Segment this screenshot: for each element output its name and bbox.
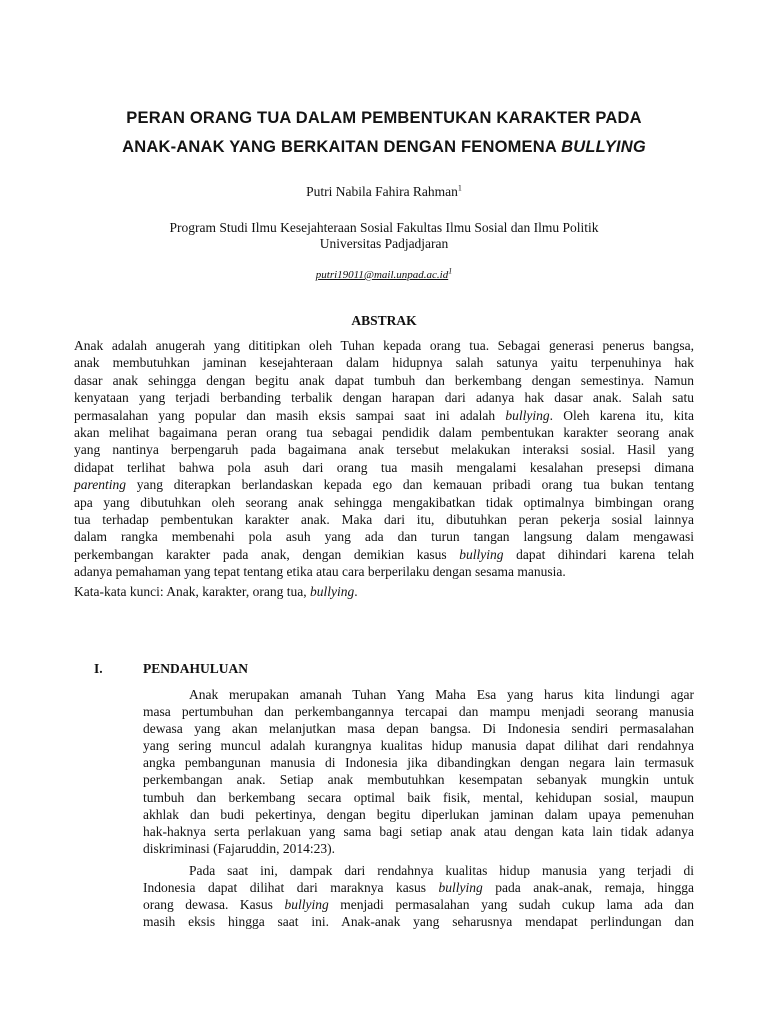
paragraph-line xyxy=(143,862,694,879)
paragraph-line xyxy=(143,823,694,840)
paper-title xyxy=(40,104,728,162)
keywords-text: Kata-kata kunci: Anak, karakter, orang tua, xyxy=(74,584,310,599)
abstract-line-text: adanya pemahaman yang tepat tentang etika atau cara berperilaku dengan sesama manusia. xyxy=(74,564,566,580)
paragraph-line xyxy=(143,703,694,720)
abstract-line-text: Anak adalah anugerah yang dititipkan oleh Tuhan kepada orang tua. Sebagai generasi penerus bangsa, xyxy=(74,338,694,353)
section-title: PENDAHULUAN xyxy=(143,661,249,676)
abstract-line xyxy=(74,372,694,389)
section-number: I. xyxy=(94,661,103,676)
title-line-2-text: ANAK-ANAK YANG BERKAITAN DENGAN FENOMENA xyxy=(122,138,562,156)
author-name xyxy=(0,183,768,200)
paragraph-line xyxy=(143,686,694,703)
abstract-line-text: apa yang dibutuhkan oleh seorang anak sehingga mengakibatkan tidak optimalnya bimbingan orang xyxy=(74,494,694,510)
abstract-line-italic: bullying xyxy=(505,407,550,423)
abstract-line xyxy=(74,389,694,406)
paragraph-line-text: Indonesia dapat dilihat dari maraknya kasus xyxy=(143,880,439,896)
keywords-italic: bullying xyxy=(310,584,355,599)
abstract-line-italic: bullying xyxy=(459,546,504,562)
author-superscript: 1 xyxy=(457,183,462,193)
email-link[interactable]: putri19011@mail.unpad.ac.id xyxy=(315,269,449,281)
paragraph-line-text: akhlak dan budi pekertinya, dengan begitu diperlukan jaminan dalam upaya pemenuhan xyxy=(143,806,694,822)
abstract-line-text: dapat dihindari karena telah xyxy=(503,546,694,562)
author-email[interactable] xyxy=(0,266,768,281)
abstract-line xyxy=(74,424,694,441)
paragraph-line xyxy=(143,879,694,896)
paragraph-line-text: tumbuh dan berkembang secara optimal baik fisik, mental, kehidupan sosial, maupun xyxy=(143,789,694,805)
paragraph-line-text: Pada saat ini, dampak dari rendahnya kualitas hidup manusia yang terjadi di xyxy=(189,863,694,878)
author-affiliation xyxy=(60,220,708,252)
paragraph-line-text: masih eksis hingga saat ini. Anak-anak yang seharusnya mendapat perlindungan dan xyxy=(143,914,694,930)
abstract-line-text: dasar anak sehingga dengan begitu anak dapat tumbuh dan berkembang dengan semestinya. Namun xyxy=(74,372,694,388)
paragraph-line-text: perkembangan anak. Setiap anak membutuhkan kesempatan sebanyak mungkin untuk xyxy=(143,772,694,788)
title-line-2 xyxy=(40,133,728,162)
affiliation-line-1: Program Studi Ilmu Kesejahteraan Sosial Fakultas Ilmu Sosial dan Ilmu Politik xyxy=(169,220,599,235)
intro-paragraph-2 xyxy=(143,862,694,930)
abstract-line xyxy=(74,546,694,563)
abstract-line xyxy=(74,337,694,354)
paragraph-line-text: dewasa yang akan melanjutkan masa depan bangsa. Di Indonesia sendiri permasalahan xyxy=(143,721,694,737)
abstract-line-text: anak membutuhkan jaminan kesejahteraan dalam hidupnya salah satunya yaitu terpenuhinya hak xyxy=(74,355,694,371)
title-line-2-italic: BULLYING xyxy=(561,138,646,156)
abstract-line xyxy=(74,407,694,424)
paragraph-line-text: pada anak-anak, remaja, hingga xyxy=(482,880,694,896)
abstract-body xyxy=(74,337,694,581)
paragraph-line xyxy=(143,840,694,857)
paragraph-line-text: hak-haknya serta perlakuan yang sama bagi setiap anak atau dengan kata lain tidak adanya xyxy=(143,823,694,839)
abstract-line xyxy=(74,476,694,493)
affiliation-line-2: Universitas Padjadjaran xyxy=(319,236,449,251)
paragraph-line xyxy=(143,754,694,771)
abstract-line xyxy=(74,441,694,458)
title-line-1: PERAN ORANG TUA DALAM PEMBENTUKAN KARAKTER PADA xyxy=(126,109,642,127)
paragraph-line-text: yang sering muncul adalah kurangnya kualitas hidup manusia dapat dilihat dari rendahnya xyxy=(143,738,694,754)
paragraph-line xyxy=(143,771,694,788)
abstract-line-text: yang diterapkan berlandaskan kepada ego dan kemauan pribadi orang tua bukan tentang xyxy=(126,477,694,493)
abstract-line xyxy=(74,494,694,511)
abstract-line xyxy=(74,511,694,528)
paragraph-line-text: Anak merupakan amanah Tuhan Yang Maha Esa yang harus kita lindungi agar xyxy=(189,687,694,702)
abstract-line-text: dalam rangka membenahi pola asuh yang ada dan turun tangan langsung dalam mengawasi xyxy=(74,529,694,545)
paragraph-line-text: orang dewasa. Kasus xyxy=(143,897,285,913)
paragraph-line xyxy=(143,806,694,823)
abstract-line-text: . Oleh karena itu, kita xyxy=(549,407,694,423)
abstract-line xyxy=(74,459,694,476)
abstract-line-text: yang nantinya berpengaruh pada bagaimana anak tersebut melakukan interaksi sosial. Hasil yang xyxy=(74,442,694,458)
paragraph-line xyxy=(143,913,694,930)
paragraph-line-italic: bullying xyxy=(438,880,483,896)
paragraph-line xyxy=(143,737,694,754)
abstract-line xyxy=(74,563,694,580)
paragraph-line-text: masa pertumbuhan dan perkembangannya tercapai dan mampu menjadi seorang manusia xyxy=(143,704,694,720)
paragraph-line-text: diskriminasi (Fajaruddin, 2014:23). xyxy=(143,840,335,856)
email-superscript: 1 xyxy=(448,266,453,276)
abstract-line xyxy=(74,354,694,371)
abstract-line-italic: parenting xyxy=(74,477,126,493)
paragraph-line xyxy=(143,789,694,806)
intro-paragraph-1 xyxy=(143,686,694,857)
paragraph-line xyxy=(143,896,694,913)
abstract-line-text: tua terhadap pembentukan karakter anak. Maka dari itu, dibutuhkan peran pekerja sosial lainnya xyxy=(74,512,694,528)
paragraph-line-text: angka pembangunan manusia di Indonesia jika dibandingkan dengan negara lain termasuk xyxy=(143,755,694,771)
abstract-heading: ABSTRAK xyxy=(351,313,417,328)
paragraph-line-italic: bullying xyxy=(284,897,329,913)
abstract-line-text: perkembangan karakter pada anak, dengan demikian kasus xyxy=(74,546,460,562)
abstract-line xyxy=(74,528,694,545)
keywords xyxy=(74,583,694,600)
keywords-end: . xyxy=(354,584,358,599)
paragraph-line-text: menjadi permasalahan yang sudah cukup lama ada dan xyxy=(328,897,694,913)
paragraph-line xyxy=(143,720,694,737)
abstract-line-text: permasalahan yang popular dan masih eksis sampai saat ini adalah xyxy=(74,407,506,423)
abstract-line-text: kenyataan yang terjadi berbanding terbalik dengan harapan dari adanya hak dasar anak. Salah satu xyxy=(74,390,694,406)
abstract-line-text: didapat terlihat bahwa pola asuh dari orang tua masih mengalami kesalahan presepsi dimana xyxy=(74,459,694,475)
author-name-text: Putri Nabila Fahira Rahman xyxy=(306,184,458,199)
abstract-line-text: akan melihat bagaimana peran orang tua sebagai pendidik dalam pembentukan karakter seorang anak xyxy=(74,425,694,441)
